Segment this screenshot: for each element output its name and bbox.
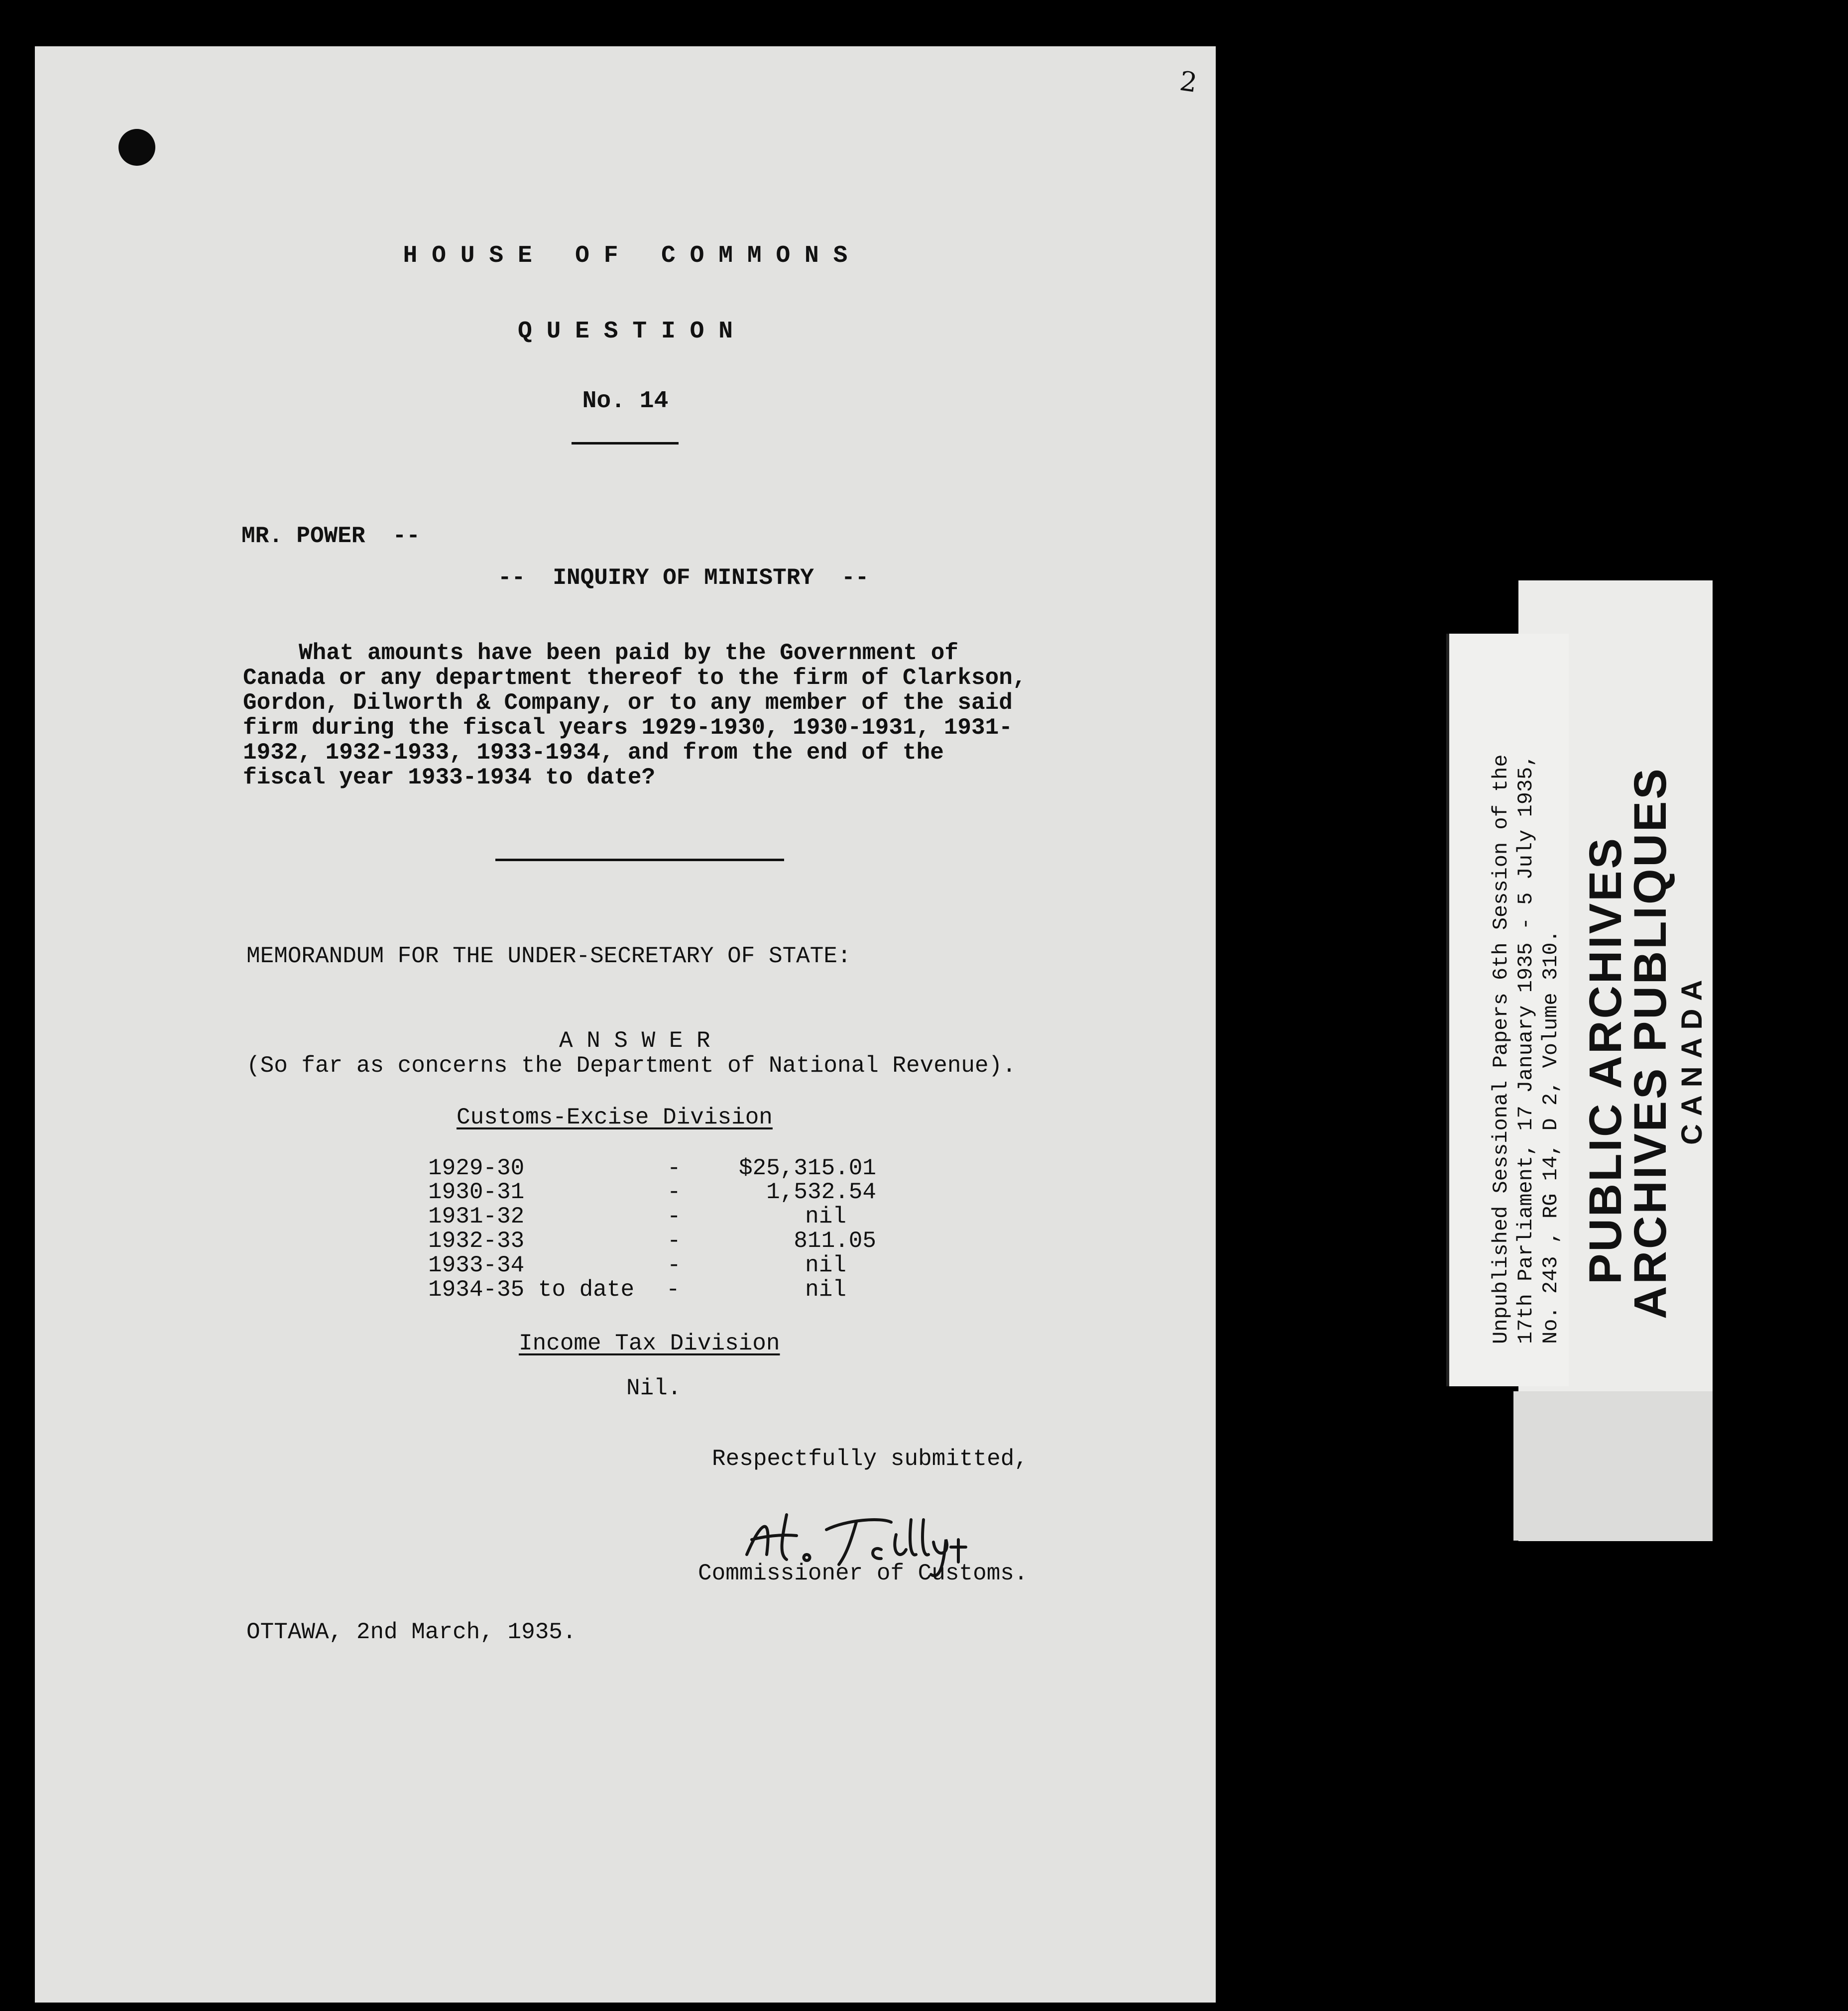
amount: nil xyxy=(805,1252,846,1278)
question-line: Gordon, Dilworth & Company, or to any member of the said xyxy=(243,690,1013,716)
archive-label-edge xyxy=(1513,1391,1713,1541)
canada-text: CANADA xyxy=(1676,972,1708,1145)
amount: 1,532.54 xyxy=(766,1179,876,1205)
document-page xyxy=(35,46,1216,2003)
section-divider xyxy=(495,859,784,861)
question-line: fiscal year 1933-1934 to date? xyxy=(243,765,656,790)
separator: - xyxy=(667,1204,681,1229)
archive-citation-line: No. 243 , RG 14, D 2, Volume 310. xyxy=(1539,930,1563,1344)
respectfully-submitted: Respectfully submitted, xyxy=(712,1446,1028,1472)
question-line: 1932, 1932-1933, 1933-1934, and from the end of the xyxy=(243,740,944,766)
table-row xyxy=(428,1252,876,1278)
dateline: OTTAWA, 2nd March, 1935. xyxy=(246,1619,577,1645)
fiscal-year: 1932-33 xyxy=(428,1228,525,1254)
amount: $25,315.01 xyxy=(738,1155,876,1181)
question-number: No. 14 xyxy=(582,388,669,415)
house-of-commons-heading: H O U S E O F C O M M O N S xyxy=(403,242,848,269)
question-line: firm during the fiscal years 1929-1930, 1930-1931, 1931- xyxy=(243,715,1013,741)
question-heading: Q U E S T I O N xyxy=(517,318,733,345)
fiscal-year: 1929-30 xyxy=(428,1155,525,1181)
amount: 811.05 xyxy=(794,1228,876,1254)
amount: nil xyxy=(805,1277,846,1303)
fiscal-year: 1930-31 xyxy=(428,1179,525,1205)
separator: - xyxy=(667,1179,681,1205)
income-tax-heading: Income Tax Division xyxy=(519,1331,780,1356)
archive-citation-line: 17th Parliament, 17 January 1935 - 5 July 1935, xyxy=(1514,754,1538,1344)
number-underline xyxy=(572,442,679,445)
table-row xyxy=(428,1277,876,1303)
table-row xyxy=(428,1155,876,1181)
archives-publiques-text: ARCHIVES PUBLIQUES xyxy=(1625,767,1676,1319)
inquiry-of-ministry: -- INQUIRY OF MINISTRY -- xyxy=(498,565,869,591)
memorandum-line: MEMORANDUM FOR THE UNDER-SECRETARY OF STATE: xyxy=(246,943,851,969)
separator: - xyxy=(667,1228,681,1254)
question-line: What amounts have been paid by the Government of xyxy=(299,640,959,666)
fiscal-year: 1933-34 xyxy=(428,1252,525,1278)
corner-page-mark: 2 xyxy=(1177,65,1199,99)
separator: - xyxy=(666,1277,680,1303)
customs-excise-heading: Customs-Excise Division xyxy=(457,1105,773,1130)
asker: MR. POWER -- xyxy=(241,523,420,549)
income-tax-value: Nil. xyxy=(626,1375,682,1401)
fiscal-year: 1931-32 xyxy=(428,1204,525,1229)
table-row xyxy=(428,1228,876,1254)
table-row xyxy=(428,1204,876,1229)
public-archives-text: PUBLIC ARCHIVES xyxy=(1580,836,1631,1284)
separator: - xyxy=(667,1252,681,1278)
table-row xyxy=(428,1179,876,1205)
amount: nil xyxy=(805,1204,846,1229)
fiscal-year: 1934-35 to date xyxy=(428,1277,635,1303)
question-line: Canada or any department thereof to the firm of Clarkson, xyxy=(243,665,1027,691)
answer-scope: (So far as concerns the Department of National Revenue). xyxy=(246,1053,1016,1079)
punch-hole xyxy=(118,129,155,166)
answer-heading: A N S W E R xyxy=(559,1028,710,1054)
commissioner-title: Commissioner of Customs. xyxy=(698,1561,1028,1586)
separator: - xyxy=(667,1155,681,1181)
archive-citation-line: Unpublished Sessional Papers 6th Session of the xyxy=(1489,754,1513,1344)
